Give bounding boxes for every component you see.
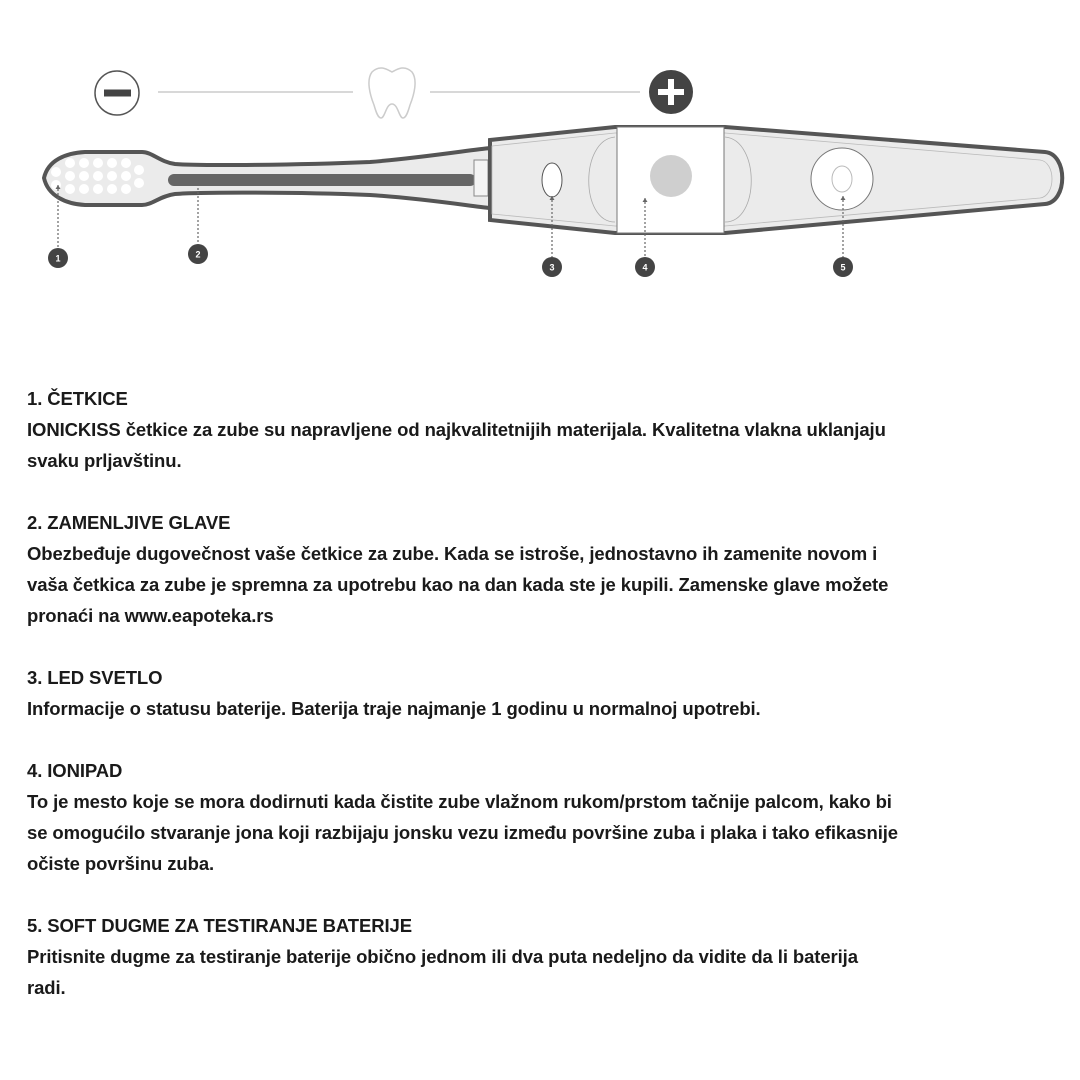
- section-text-line: IONICKISS četkice za zube su napravljene od najkvalitetnijih materijala. Kvalitetna vlakna uklanjaju: [27, 419, 886, 440]
- neck-bar: [168, 174, 476, 186]
- bristle: [65, 184, 75, 194]
- bristle: [121, 184, 131, 194]
- section-title: 3. LED SVETLO: [27, 667, 163, 688]
- bristle: [79, 184, 89, 194]
- bristle: [107, 171, 117, 181]
- section-title: 5. SOFT DUGME ZA TESTIRANJE BATERIJE: [27, 915, 412, 936]
- bristle: [93, 184, 103, 194]
- connector: [474, 160, 488, 196]
- toothbrush-diagram: [0, 0, 1080, 300]
- bristle: [65, 158, 75, 168]
- tooth-icon: [369, 68, 415, 118]
- section-5: [27, 910, 1077, 1003]
- plus-icon: [649, 70, 693, 114]
- bristle: [79, 158, 89, 168]
- handle: [490, 127, 1062, 233]
- callout-number: 4: [642, 262, 648, 273]
- description-sections: [27, 383, 1077, 1034]
- led-light: [542, 163, 562, 197]
- callout-number: 3: [549, 262, 555, 273]
- section-text-line: Pritisnite dugme za testiranje baterije obično jednom ili dva puta nedeljno da vidite da li baterija: [27, 946, 858, 967]
- section-text-line: svaku prljavštinu.: [27, 450, 182, 471]
- section-2: [27, 507, 1077, 631]
- section-title: 2. ZAMENLJIVE GLAVE: [27, 512, 231, 533]
- bristle: [107, 184, 117, 194]
- section-text-line: To je mesto koje se mora dodirnuti kada čistite zube vlažnom rukom/prstom tačnije palcom, kako bi: [27, 791, 892, 812]
- bristle: [134, 165, 144, 175]
- section-text-line: vaša četkica za zube je spremna za upotrebu kao na dan kada ste je kupili. Zamenske glave možete: [27, 574, 889, 595]
- section-text-line: Informacije o statusu baterije. Baterija traje najmanje 1 godinu u normalnoj upotrebi.: [27, 698, 761, 719]
- section-1: [27, 383, 1077, 476]
- section-text-line: radi.: [27, 977, 66, 998]
- section-text-line: Obezbeđuje dugovečnost vaše četkice za zube. Kada se istroše, jednostavno ih zamenite novom i: [27, 543, 878, 564]
- section-4: [27, 755, 1077, 879]
- bristle: [134, 178, 144, 188]
- bristle: [107, 158, 117, 168]
- bristle: [65, 171, 75, 181]
- callout-number: 1: [55, 253, 61, 264]
- ionipad: [650, 155, 692, 197]
- section-text-line: pronaći na www.eapoteka.rs: [27, 605, 274, 626]
- minus-icon: [95, 71, 139, 115]
- callout-number: 5: [840, 262, 846, 273]
- bristle: [121, 171, 131, 181]
- bristle: [93, 171, 103, 181]
- section-title: 4. IONIPAD: [27, 760, 123, 781]
- section-text-line: se omogućilo stvaranje jona koji razbijaju jonsku vezu između površine zuba i plaka i tako efikasnije: [27, 822, 898, 843]
- bristle: [51, 167, 61, 177]
- bristle: [93, 158, 103, 168]
- section-3: [27, 662, 1077, 724]
- bristle: [121, 158, 131, 168]
- bristle: [79, 171, 89, 181]
- section-title: 1. ČETKICE: [27, 388, 128, 409]
- section-text-line: očiste površinu zuba.: [27, 853, 215, 874]
- callout-number: 2: [195, 249, 201, 260]
